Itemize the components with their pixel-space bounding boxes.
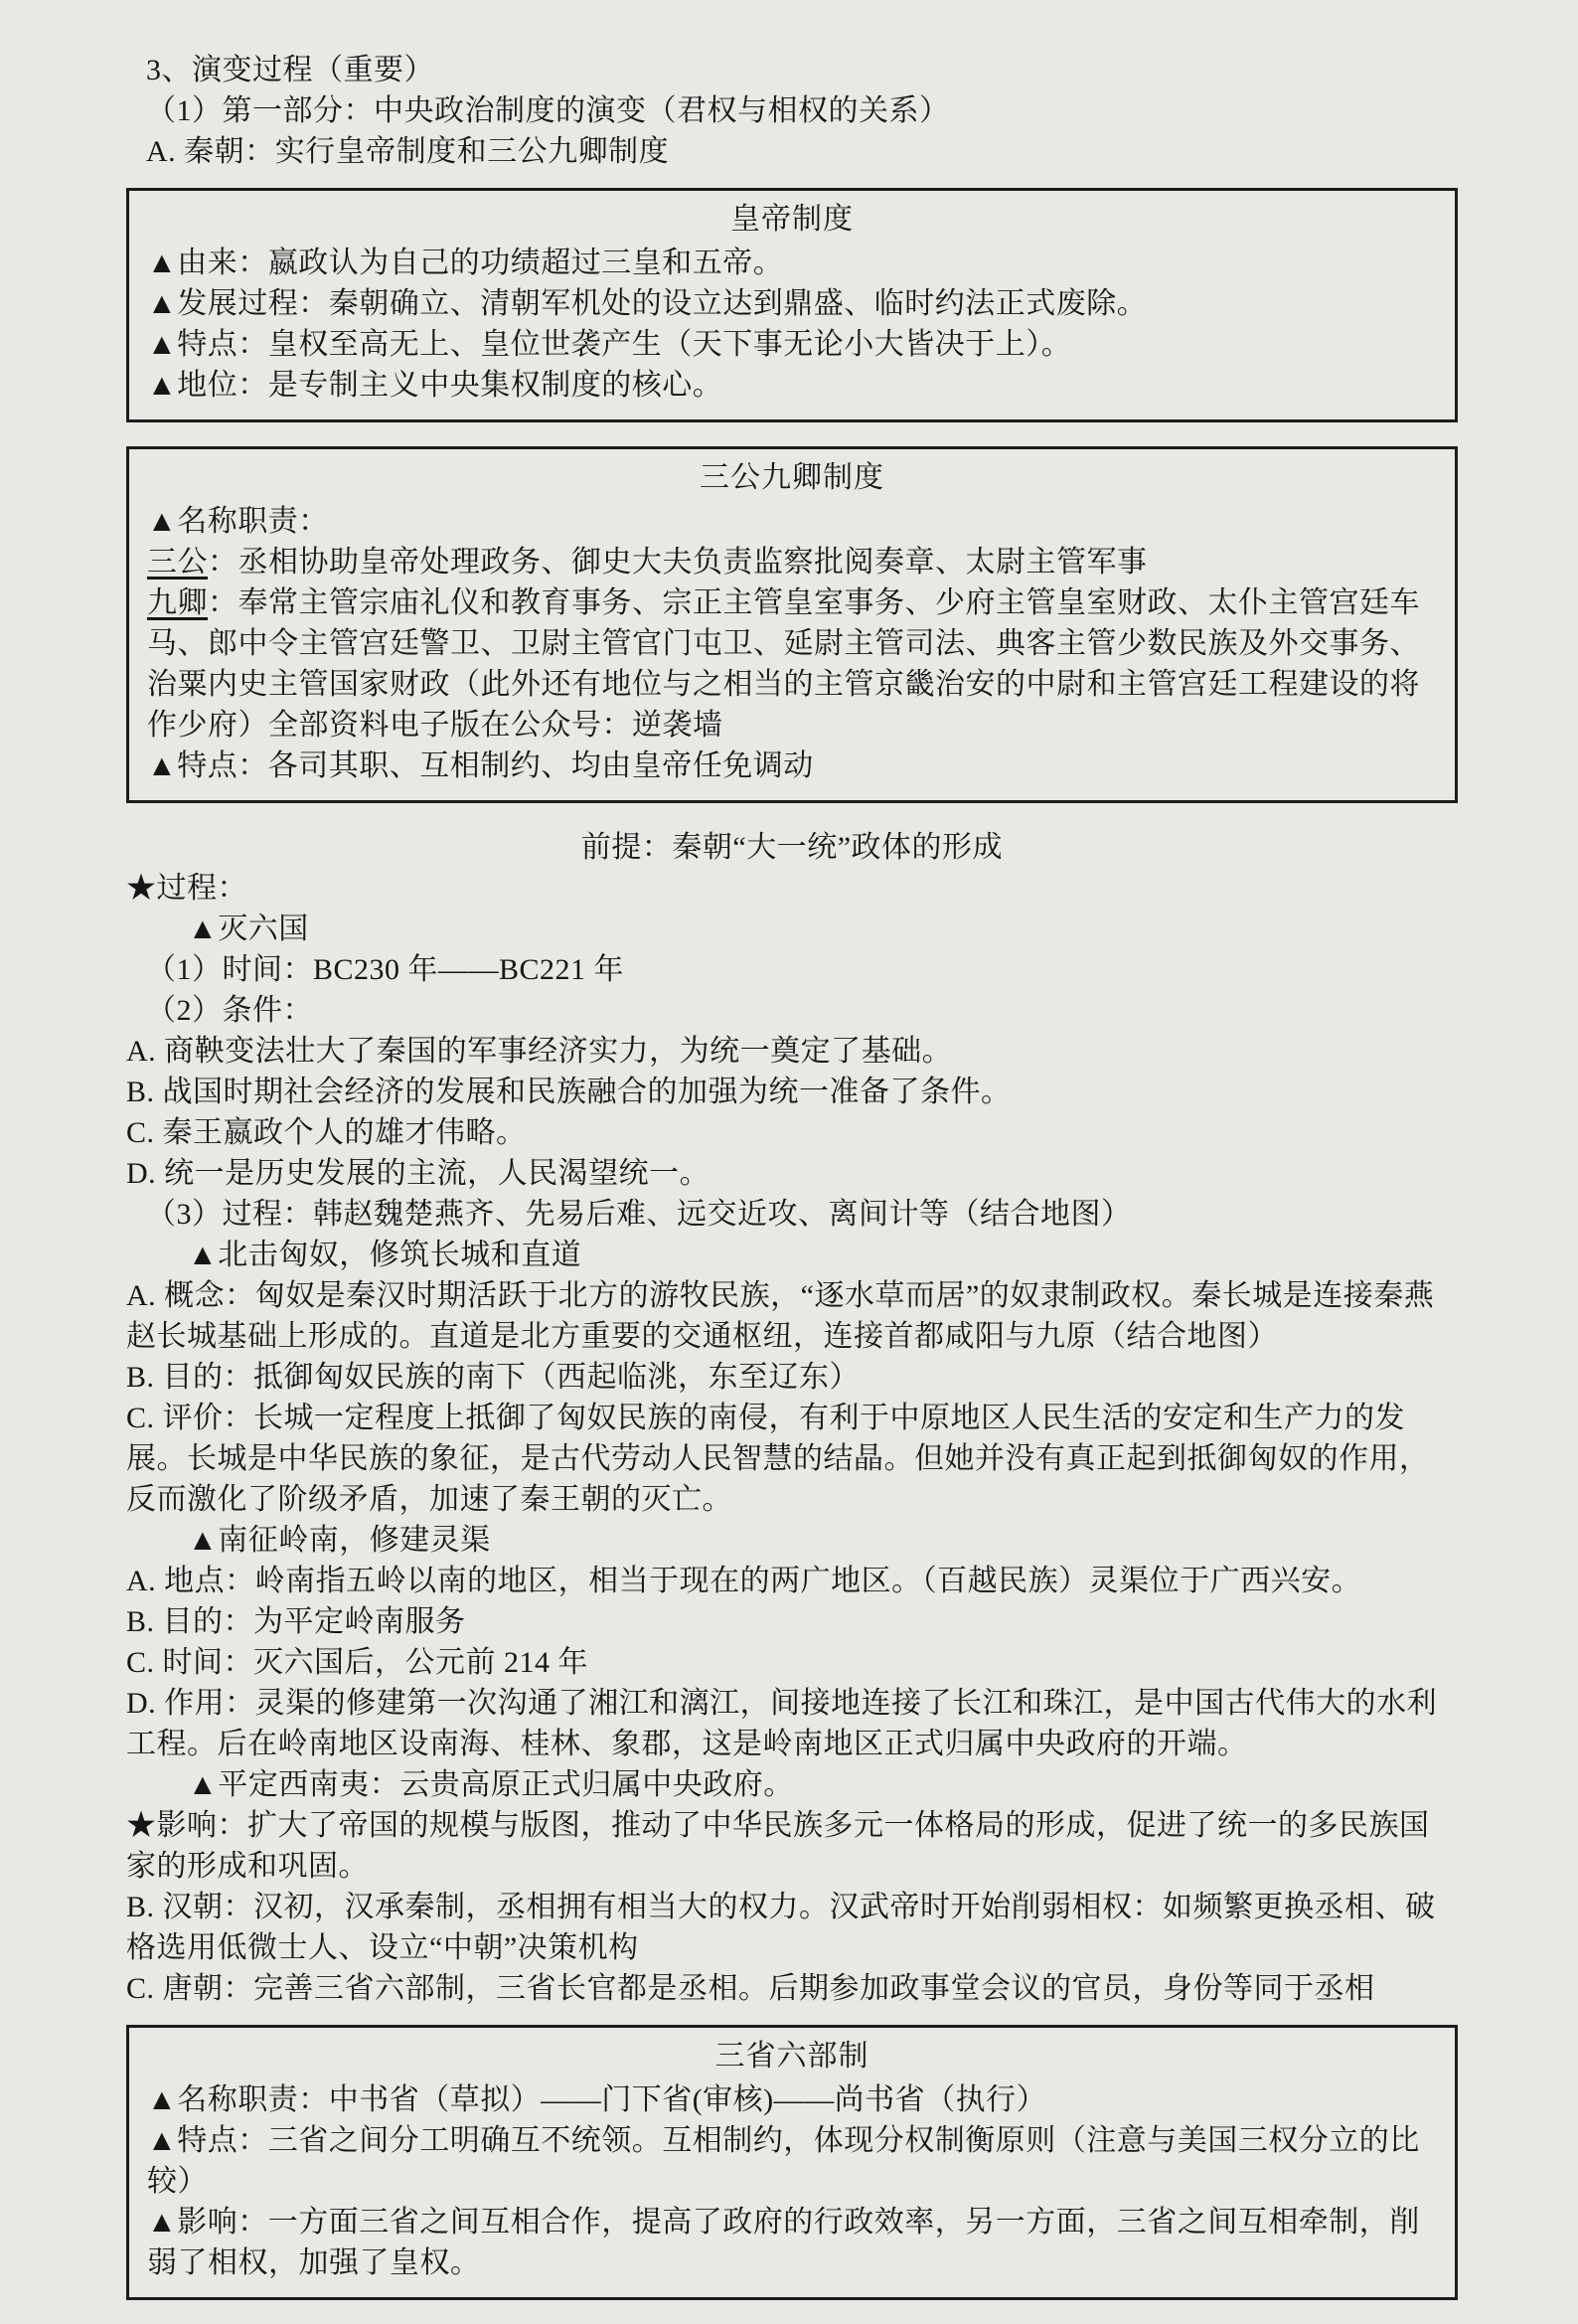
text-line: B. 汉朝：汉初，汉承秦制，丞相拥有相当大的权力。汉武帝时开始削弱相权：如频繁更换丞相、破格选用低微士人、设立“中朝”决策机构 bbox=[126, 1891, 1436, 1964]
text-line: A. 概念：匈奴是秦汉时期活跃于北方的游牧民族，“逐水草而居”的奴隶制政权。秦长城是连接秦燕赵长城基础上形成的。直道是北方重要的交通枢纽，连接首都咸阳与九原（结合地图） bbox=[126, 1279, 1435, 1353]
emperor-system-box bbox=[126, 188, 1458, 422]
text-line: （1）第一部分：中央政治制度的演变（君权与相权的关系） bbox=[146, 94, 950, 127]
text-line: B. 战国时期社会经济的发展和民族融合的加强为统一准备了条件。 bbox=[126, 1076, 1012, 1108]
box-text-line: ▲由来：嬴政认为自己的功绩超过三皇和五帝。 bbox=[147, 247, 784, 279]
text-line: ★影响：扩大了帝国的规模与版图，推动了中华民族多元一体格局的形成，促进了统一的多民族国家的形成和巩固。 bbox=[126, 1809, 1430, 1883]
text-line: C. 评价：长城一定程度上抵御了匈奴民族的南侵，有利于中原地区人民生活的安定和生产力的发展。长城是中华民族的象征，是古代劳动人民智慧的结晶。但她并没有真正起到抵御匈奴的作用，反而激化了阶级矛盾，加速了秦王朝的灭亡。 bbox=[126, 1402, 1430, 1516]
box-title: 皇帝制度 bbox=[730, 203, 854, 236]
box-text-line: ▲名称职责： bbox=[147, 505, 329, 538]
document-content bbox=[126, 50, 1458, 2324]
section-heading: 前提：秦朝“大一统”政体的形成 bbox=[580, 831, 1004, 864]
term-description: ：奉常主管宗庙礼仪和教育事务、宗正主管皇室事务、少府主管皇室财政、太仆主管宫廷车马、郎中令主管宫廷警卫、卫尉主管官门屯卫、延尉主管司法、典客主管少数民族及外交事务、治粟内史主管国家财政（此外还有地位与之相当的主管京畿治安的中尉和主管宫廷工程建设的将作少府）全部资料电子版在公众号：逆袭墙 bbox=[147, 586, 1420, 742]
box-text-line: ▲影响：一方面三省之间互相合作，提高了政府的行政效率，另一方面，三省之间互相牵制，削弱了相权，加强了皇权。 bbox=[147, 2206, 1420, 2279]
box-title: 三公九卿制度 bbox=[700, 461, 884, 494]
underlined-term: 九卿 bbox=[147, 586, 208, 619]
text-line: （1）时间：BC230 年——BC221 年 bbox=[146, 953, 625, 986]
text-line: （2）条件： bbox=[146, 994, 313, 1027]
text-line: D. 作用：灵渠的修建第一次沟通了湘江和漓江，间接地连接了长江和珠江，是中国古代伟大的水利工程。后在岭南地区设南海、桂林、象郡，这是岭南地区正式归属中央政府的开端。 bbox=[126, 1687, 1438, 1760]
box-text-line: ▲特点：各司其职、互相制约、均由皇帝任免调动 bbox=[147, 749, 814, 782]
box-text-line bbox=[147, 542, 1437, 582]
text-line: ★过程： bbox=[126, 872, 247, 905]
box-text-line: ▲名称职责：中书省（草拟）——门下省(审核)——尚书省（执行） bbox=[147, 2083, 1047, 2116]
text-line: ▲灭六国 bbox=[188, 913, 309, 945]
box-title: 三省六部制 bbox=[714, 2040, 869, 2073]
text-line: A. 地点：岭南指五岭以南的地区，相当于现在的两广地区。（百越民族）灵渠位于广西兴安。 bbox=[126, 1565, 1362, 1597]
text-line: ▲平定西南夷：云贵高原正式归属中央政府。 bbox=[188, 1768, 794, 1801]
text-line: B. 目的：抵御匈奴民族的南下（西起临洮，东至辽东） bbox=[126, 1361, 861, 1394]
text-line: C. 唐朝：完善三省六部制，三省长官都是丞相。后期参加政事堂会议的官员，身份等同于丞相 bbox=[126, 1972, 1375, 2005]
text-line: A. 商鞅变法壮大了秦国的军事经济实力，为统一奠定了基础。 bbox=[126, 1035, 953, 1068]
text-line: ▲南征岭南，修建灵渠 bbox=[188, 1524, 491, 1557]
text-line: C. 时间：灭六国后，公元前 214 年 bbox=[126, 1646, 589, 1679]
text-line: A. 秦朝：实行皇帝制度和三公九卿制度 bbox=[146, 135, 670, 168]
term-description: ：丞相协助皇帝处理政务、御史大夫负责监察批阅奏章、太尉主管军事 bbox=[208, 546, 1148, 579]
text-line: D. 统一是历史发展的主流，人民渴望统一。 bbox=[126, 1157, 710, 1190]
sansheng-liubu-box bbox=[126, 2025, 1458, 2300]
box-text-line: ▲特点：三省之间分工明确互不统领。互相制约，体现分权制衡原则（注意与美国三权分立的比较） bbox=[147, 2124, 1420, 2198]
text-line: ▲北击匈奴，修筑长城和直道 bbox=[188, 1239, 582, 1271]
box-text-line: ▲特点：皇权至高无上、皇位世袭产生（天下事无论小大皆决于上）。 bbox=[147, 328, 1072, 361]
box-text-line bbox=[147, 582, 1437, 746]
box-text-line: ▲地位：是专制主义中央集权制度的核心。 bbox=[147, 369, 723, 402]
sangong-jiuqing-box bbox=[126, 446, 1458, 803]
text-line: （3）过程：韩赵魏楚燕齐、先易后难、远交近攻、离间计等（结合地图） bbox=[146, 1198, 1132, 1231]
text-line: B. 目的：为平定岭南服务 bbox=[126, 1605, 466, 1638]
underlined-term: 三公 bbox=[147, 546, 208, 579]
text-line: 3、演变过程（重要） bbox=[146, 54, 434, 86]
text-line: C. 秦王嬴政个人的雄才伟略。 bbox=[126, 1116, 527, 1149]
box-text-line: ▲发展过程：秦朝确立、清朝军机处的设立达到鼎盛、临时约法正式废除。 bbox=[147, 287, 1148, 320]
